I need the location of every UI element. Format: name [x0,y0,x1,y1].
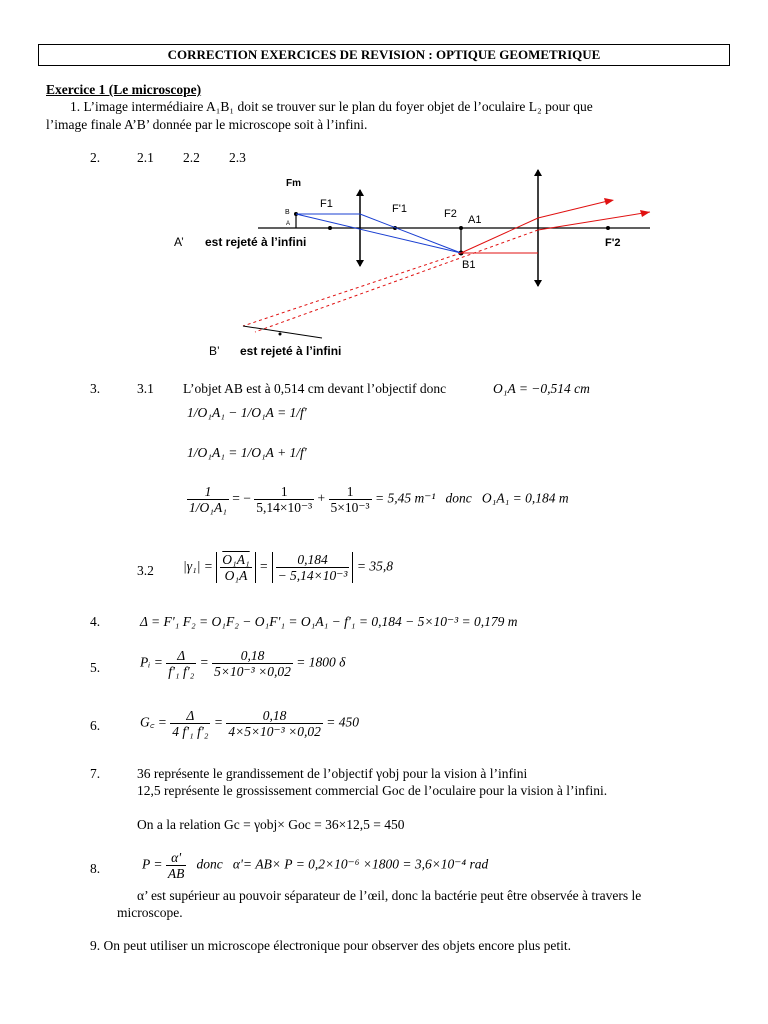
q5-number: 5. [90,660,101,675]
q5-equation: Pᵢ = $\frac{\Delta}{\text{f'₁ f'₂}}$ = $\frac{0,18}{\text{5×10⁻³ ×0,02}}$ = 1800 δ [140,648,346,679]
q8-line2: microscope. [117,905,183,920]
eyepiece-lens-bottom-arrow [534,280,542,287]
q4-equation: Δ = F'₁ F₂ = O₁F₂ − O₁F'₁ = O₁A₁ − f'₁ = 0,184 − 5×10⁻³ = 0,179 m [140,614,518,629]
q3-magnification: |γ₁| = $\frac{\text{O₁A₁}}{\text{O₁A}}$ = $\frac{0,184}{\text{− 5,14×10⁻³}}$ = 35,8 [183,552,393,583]
q1-line2: l’image finale A’B’ donnée par le microscope soit à l’infini. [46,117,368,132]
q7-line1: 36 représente le grandissement de l’objectif γobj pour la vision à l’infini [137,766,528,781]
label-a1: A1 [468,214,482,226]
label-a-prime: A’ [174,235,184,249]
objective-lens-top-arrow [356,189,364,196]
b-prime-line [243,326,322,338]
q3-sub2: 3.2 [137,563,154,578]
q6-number: 6. [90,718,101,733]
label-f2: F2 [444,208,457,220]
q7-line3: On a la relation Gc = γobj× Goc = 36×12,5 = 450 [137,817,405,832]
eyepiece-lens-top-arrow [534,169,542,176]
red-dashed-back-1 [243,253,461,326]
q8-equation: P = $\frac{\alpha'}{AB}$ donc α'= AB× P = 0,2×10⁻⁶ ×1800 = 3,6×10⁻⁴ rad [142,850,489,881]
q3-intro-equation: O₁A = −0,514 cm [493,381,590,396]
red-ray-2-out [538,212,650,230]
label-a: A [286,221,291,227]
page-title: CORRECTION EXERCICES DE REVISION : OPTIQUE GEOMETRIQUE [38,44,730,66]
red-ray-2-arrow [640,210,650,217]
q3-equation-2: 1/O₁A₁ = 1/O₁A + 1/f' [187,445,307,460]
q1-line1: 1. L’image intermédiaire A₁B₁ doit se trouver sur le plan du foyer objet de l’oculaire L₂ pour que [70,99,593,114]
label-b-prime: B’ [209,344,220,358]
q2-part-3: 2.3 [229,150,246,165]
point-f2 [459,226,463,230]
label-b: B [285,209,290,216]
label-fm: Fm [286,178,301,189]
label-b-prime-text: est rejeté à l’infini [240,344,342,358]
q9-text: 9. On peut utiliser un microscope électronique pour observer des objets encore plus petit. [90,938,571,953]
q7-line2: 12,5 représente le grossissement commercial Goc de l’oculaire pour la vision à l’infini. [137,783,608,798]
q6-equation: G꜀ = $\frac{\Delta}{\text{4 f'₁ f'₂}}$ = $\frac{0,18}{\text{4×5×10⁻³ ×0,02}}$ = 450 [140,708,359,739]
q3-equation-3: $\frac{1}{\text{1/O₁A₁}}$ = − $\frac{1}{\text{5,14×10⁻³}}$ + $\frac{1}{\text{5×10⁻³}}$ = 5,45 m⁻¹ donc O₁A₁ = 0,184 m [189,484,569,515]
point-f2-prime [606,226,610,230]
q8-line1: α’ est supérieur au pouvoir séparateur de l’œil, donc la bactérie peut être observée à travers le [137,888,642,903]
label-a-prime-text: est rejeté à l’infini [205,235,307,249]
point-b-prime [279,333,282,336]
red-ray-1-arrow [604,198,614,205]
label-f1: F1 [320,198,333,210]
blue-ray-center [296,214,461,253]
q7-number: 7. [90,766,101,781]
microscope-ray-diagram [0,0,768,370]
objective-lens-bottom-arrow [356,260,364,267]
red-ray-1-out [538,200,612,218]
q3-number: 3. [90,381,101,396]
label-f2-prime: F'2 [605,237,621,249]
exercise-heading: Exercice 1 (Le microscope) [46,82,202,97]
q2-part-2: 2.2 [183,150,200,165]
q3-equation-1: 1/O₁A₁ − 1/O₁A = 1/f' [187,405,307,420]
label-b1: B1 [462,259,476,271]
q2-number: 2. [90,150,101,165]
label-f1-prime: F'1 [392,203,407,215]
q3-sub1: 3.1 [137,381,154,396]
point-f1 [328,226,332,230]
q3-intro: L’objet AB est à 0,514 cm devant l’objectif donc [183,381,447,396]
q4-number: 4. [90,614,101,629]
q8-number: 8. [90,861,101,876]
q2-part-1: 2.1 [137,150,154,165]
